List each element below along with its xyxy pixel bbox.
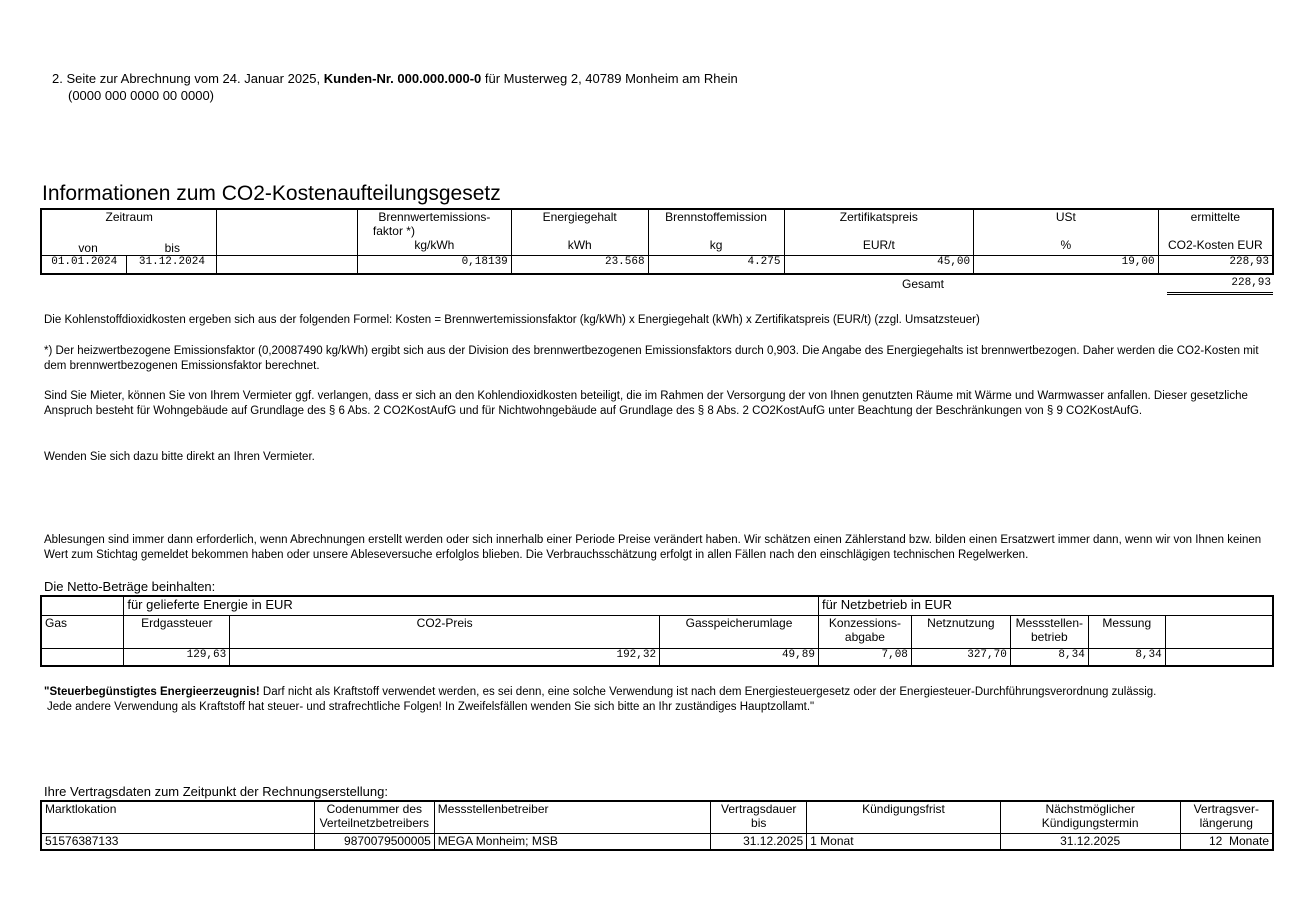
cell-konzession: 7,08 (818, 648, 911, 666)
tax-notice-text: Darf nicht als Kraftstoff verwendet werden, es sei denn, eine solche Verwendung ist nach dem Energiesteuergesetz oder der Energiesteuer-Durchführungsverordnung zulässig. (259, 686, 1157, 698)
cell-bis: 31.12.2024 (127, 256, 217, 274)
cell-kuendigungstermin: 31.12.2025 (1000, 833, 1180, 850)
row-label-gas: Gas (41, 615, 124, 648)
footnote-text: *) Der heizwertbezogene Emissionsfaktor (0,20087490 kg/kWh) ergibt sich aus der Division des brennwertbezogenen Emissionsfaktors durch 0,903. Die Angabe des Energiegehalts ist brennwertbezogen. Daher werden die CO2-Kosten mit dem brennwertbezogenen Emissionsfaktor berechnet. (44, 345, 1259, 372)
header-konzession: Konzessions- (828, 615, 901, 630)
formula-text: Die Kohlenstoffdioxidkosten ergeben sich aus der folgenden Formel: Kosten = Brennwertemissionsfaktor (kg/kWh) x Energiegehalt (kWh) x Zertifikatspreis (EUR/t) (zzgl. Umsatzsteuer) (44, 314, 980, 326)
header-messung: Messung (1088, 615, 1165, 648)
reading-text: Ablesungen sind immer dann erforderlich, wenn Abrechnungen erstellt werden oder sich innerhalb einer Periode Preise verändert haben. Wir schätzen einen Zählerstand bzw. bilden einen Ersatzwert immer dann, wenn wir von Ihnen keinen Wert zum Stichtag gemeldet bekommen haben oder unsere Ableseversuche erfolglos blieben. Die Verbrauchsschätzung erfolgt in allen Fällen nach den einschlägigen technischen Regelwerken. (44, 534, 1262, 561)
tax-notice (44, 685, 1274, 715)
header-marktlokation: Marktlokation (41, 801, 314, 833)
netto-table (40, 595, 1274, 667)
header-gasspeicherumlage: Gasspeicherumlage (660, 615, 819, 648)
cell-messstellen: 8,34 (1010, 648, 1088, 666)
co2-section-title: Informationen zum CO2-Kostenaufteilungsgesetz (42, 182, 501, 205)
cell-erdgassteuer: 129,63 (124, 648, 230, 666)
contract-title: Ihre Vertragsdaten zum Zeitpunkt der Rechnungserstellung: (44, 784, 388, 799)
landlord-text: Wenden Sie sich dazu bitte direkt an Ihren Vermieter. (44, 451, 315, 463)
cell-messstellenbetreiber: MEGA Monheim; MSB (434, 833, 710, 850)
header-factor-2: faktor *) (372, 224, 415, 238)
cell-marktlokation: 51576387133 (41, 833, 314, 850)
header-kuendigungstermin-2: Kündigungstermin (1041, 816, 1139, 830)
tax-notice-bold: "Steuerbegünstigtes Energieerzeugnis! (44, 686, 260, 698)
cell-gasspeicherumlage: 49,89 (660, 648, 819, 666)
cell-codenummer: 9870079500005 (314, 833, 434, 850)
header-verlaengerung: Vertragsver- (1193, 802, 1259, 816)
gesamt-label: Gesamt (902, 277, 945, 291)
header-verlaengerung-2: längerung (1199, 816, 1253, 830)
group-energie: für gelieferte Energie in EUR (124, 596, 819, 615)
tenant-text: Sind Sie Mieter, können Sie von Ihrem Vermieter ggf. verlangen, dass er sich an den Kohlendioxidkosten beteiligt, die im Rahmen der Versorgung der von Ihnen genutzten Räume mit Wärme und Warmwasser anfallen. Dieser gesetzliche Anspruch besteht für Wohngebäude auf Grundlage des § 6 Abs. 2 CO2KostAufG und für Nichtwohngebäude auf Grundlage des § 8 Abs. 2 CO2KostAufG unter Beachtung der Beschränkungen von § 9 CO2KostAufG. (44, 390, 1248, 417)
cell-factor: 0,18139 (357, 256, 511, 274)
header-kosten: ermittelte (1190, 210, 1240, 224)
header-ust: USt (1055, 210, 1076, 224)
header-zeitraum: Zeitraum (105, 210, 153, 224)
tax-notice-line2: Jede andere Verwendung als Kraftstoff hat steuer- und strafrechtliche Folgen! In Zweifelsfällen wenden Sie sich bitte an Ihr zuständiges Hauptzollamt." (47, 701, 815, 713)
header-text: 2. Seite zur Abrechnung vom 24. Januar 2025, (52, 71, 324, 86)
header-messstellen: Messstellen- (1015, 615, 1083, 630)
header-vertragsdauer-2: bis (751, 816, 767, 830)
header-energie-unit: kWh (567, 238, 592, 252)
table-row (41, 833, 1273, 850)
header-emission-unit: kg (709, 238, 723, 252)
cell-vertragsdauer: 31.12.2025 (711, 833, 807, 850)
header-co2-preis: CO2-Preis (230, 615, 660, 648)
meter-id: (0000 000 0000 00 0000) (68, 88, 215, 103)
header-kosten-unit: CO2-Kosten EUR (1167, 238, 1263, 252)
header-factor: Brennwertemissions- (378, 210, 491, 224)
header-emission: Brennstoffemission (665, 210, 767, 224)
cell-co2-preis: 192,32 (230, 648, 660, 666)
cell-emission: 4.275 (648, 256, 784, 274)
header-erdgassteuer: Erdgassteuer (124, 615, 230, 648)
netto-title: Die Netto-Beträge beinhalten: (44, 579, 216, 594)
header-ust-unit: % (1060, 238, 1072, 252)
header-preis: Zertifikatspreis (839, 210, 918, 224)
header-bis: bis (164, 241, 180, 255)
cell-ust: 19,00 (974, 256, 1159, 274)
header-netznutzung: Netznutzung (911, 615, 1010, 648)
header-codenummer-2: Verteilnetzbetreibers (319, 816, 429, 830)
empty-cell (217, 209, 358, 256)
empty-cell (217, 256, 358, 274)
contract-table (40, 800, 1274, 851)
group-netz: für Netzbetrieb in EUR (818, 596, 1273, 615)
header-messstellen-2: betrieb (1030, 629, 1068, 644)
header-factor-unit: kg/kWh (414, 238, 455, 252)
header-kuendigungstermin: Nächstmöglicher (1045, 802, 1135, 816)
address-text: für Musterweg 2, 40789 Monheim am Rhein (481, 71, 738, 86)
cell-von: 01.01.2024 (41, 256, 127, 274)
header-preis-unit: EUR/t (862, 238, 895, 252)
empty-cell (1165, 615, 1273, 648)
cell-messung: 8,34 (1088, 648, 1165, 666)
header-vertragsdauer: Vertragsdauer (721, 802, 797, 816)
co2-table (40, 208, 1274, 275)
cell-preis: 45,00 (784, 256, 974, 274)
empty-cell (41, 648, 124, 666)
header-kuendigungsfrist: Kündigungsfrist (807, 801, 1001, 833)
table-row (41, 256, 1273, 274)
cell-kosten: 228,93 (1229, 256, 1269, 268)
customer-number: Kunden-Nr. 000.000.000-0 (323, 71, 482, 86)
cell-energie: 23.568 (511, 256, 648, 274)
cell-verlaengerung: 12 Monate (1180, 833, 1273, 850)
header-von: von (78, 241, 98, 255)
gesamt-value: 228,93 (1167, 277, 1273, 295)
header-messstellenbetreiber: Messstellenbetreiber (434, 801, 710, 833)
header-energie: Energiegehalt (542, 210, 617, 224)
header-codenummer: Codenummer des (326, 802, 422, 816)
empty-cell (1165, 648, 1273, 666)
cell-netznutzung: 327,70 (911, 648, 1010, 666)
cell-kuendigungsfrist: 1 Monat (807, 833, 1001, 850)
document-header (52, 70, 738, 104)
header-konzession-2: abgabe (844, 629, 885, 644)
empty-cell (41, 596, 124, 615)
table-row (41, 648, 1273, 666)
